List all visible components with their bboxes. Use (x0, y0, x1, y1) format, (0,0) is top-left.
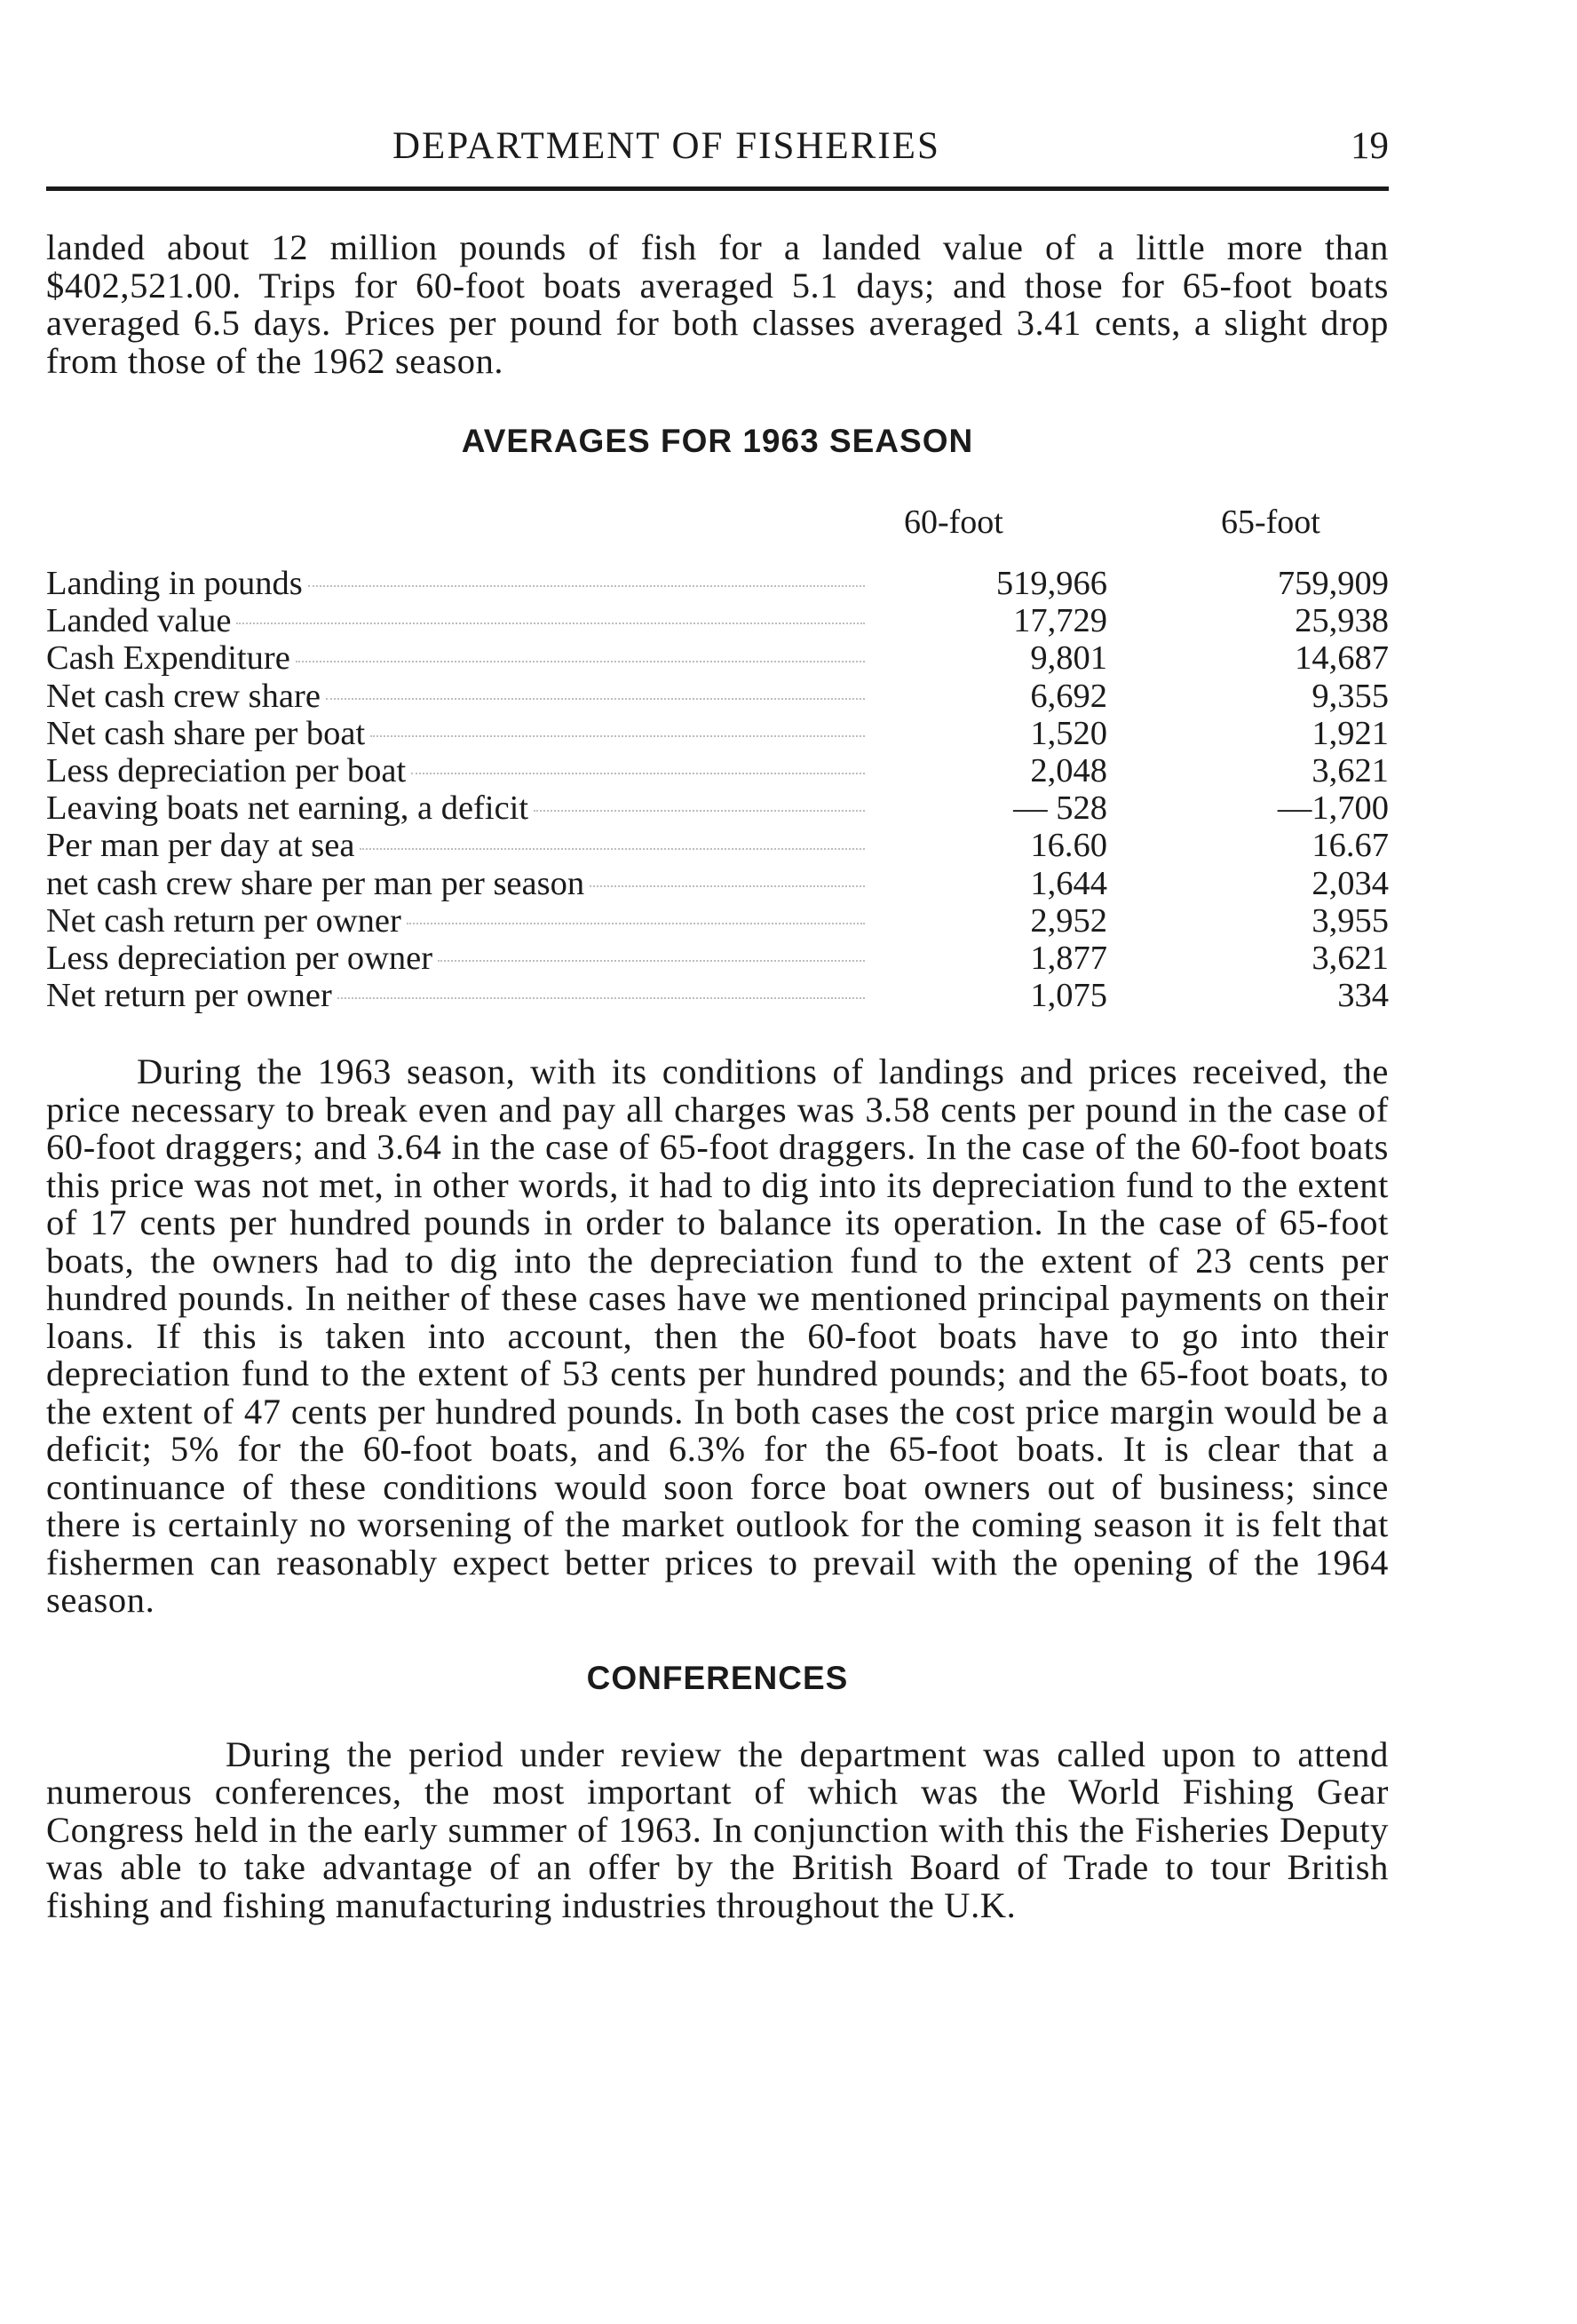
leader-dots (590, 885, 865, 887)
value-65-foot: 3,621 (1312, 752, 1389, 790)
row-label: Leaving boats net earning, a deficit (46, 789, 534, 827)
row-label-cell (46, 827, 890, 864)
averages-heading: AVERAGES FOR 1963 SEASON (461, 423, 974, 459)
value-60-foot: 2,952 (1030, 901, 1107, 940)
row-label-cell (46, 565, 890, 602)
value-60-foot: — 528 (1013, 789, 1107, 828)
table-row (46, 977, 1389, 1014)
table-row (46, 715, 1389, 752)
row-label-cell (46, 639, 890, 677)
value-65-foot: 16.67 (1312, 827, 1389, 865)
intro-paragraph: landed about 12 million pounds of fish for a landed value of a little more than $402,521.00. Trips for 60-foot boats averaged 5.1 days; and those for 65-foot boats averaged 6.5 days. Prices per pound for both classes averaged 3.41 cents, a slight drop from those of the 1962 season. (46, 227, 1389, 381)
row-label: Net return per owner (46, 977, 337, 1014)
row-label-cell (46, 902, 890, 940)
row-label: Less depreciation per boat (46, 752, 411, 789)
column-header-65-foot: 65-foot (1221, 504, 1320, 541)
value-60-foot: 519,966 (995, 565, 1107, 602)
leader-dots (407, 923, 865, 924)
row-label: Per man per day at sea (46, 827, 360, 864)
row-label-cell (46, 752, 890, 789)
value-65-foot: 334 (1337, 977, 1389, 1015)
value-60-foot: 1,520 (1030, 714, 1107, 752)
value-60-foot: 1,075 (1030, 977, 1107, 1015)
value-60-foot: 1,877 (1030, 940, 1107, 978)
leader-dots (370, 735, 865, 737)
document-page (46, 124, 1389, 1924)
value-60-foot: 16.60 (1030, 827, 1107, 865)
column-header-60-foot: 60-foot (904, 504, 1003, 541)
value-60-foot: 2,048 (1030, 752, 1107, 790)
value-60-foot: 1,644 (1030, 864, 1107, 902)
row-label: Net cash crew share (46, 678, 326, 715)
table-row (46, 678, 1389, 715)
table-row (46, 865, 1389, 902)
conferences-paragraph: During the period under review the department was called upon to attend numerous conferences, the most important of which was the World Fishing Gear Congress held in the early summer of 1963. In conjunction with this the Fisheries Deputy was able to take advantage of an offer by the British Board of Trade to tour British fishing and fishing manufacturing industries throughout the U.K. (46, 1733, 1389, 1925)
row-label-cell (46, 977, 890, 1014)
conferences-heading: CONFERENCES (586, 1659, 849, 1696)
table-row (46, 639, 1389, 677)
table-row (46, 940, 1389, 977)
row-label-cell (46, 678, 890, 715)
row-label: Net cash return per owner (46, 902, 407, 940)
value-65-foot: 759,909 (1277, 565, 1389, 602)
running-head: DEPARTMENT OF FISHERIES (392, 125, 940, 167)
table-row (46, 565, 1389, 602)
value-65-foot: 9,355 (1312, 677, 1389, 715)
value-65-foot: 3,621 (1312, 940, 1389, 978)
leader-dots (337, 997, 865, 999)
table-row (46, 752, 1389, 789)
value-65-foot: 2,034 (1312, 864, 1389, 902)
row-label: net cash crew share per man per season (46, 865, 590, 902)
row-label: Landing in pounds (46, 565, 308, 602)
row-label-cell (46, 940, 890, 977)
leader-dots (296, 661, 865, 662)
row-label-cell (46, 602, 890, 639)
value-60-foot: 17,729 (1013, 602, 1107, 640)
table-row (46, 902, 1389, 940)
table-row (46, 827, 1389, 864)
page-header (46, 124, 1389, 190)
leader-dots (236, 623, 865, 624)
row-label: Net cash share per boat (46, 715, 370, 752)
row-label-cell (46, 715, 890, 752)
page-number: 19 (1351, 125, 1389, 167)
season-paragraph: During the 1963 season, with its conditions of landings and prices received, the price necessary to break even and pay all charges was 3.58 cents per pound in the case of 60-foot draggers; and 3.64 in the case of 65-foot draggers. In the case of the 60-foot boats this price was not met, in other words, it had to dig into its depreciation fund to the extent of 17 cents per hundred pounds in order to balance its operation. In the case of 65-foot boats, the owners had to dig into the depreciation fund to the extent of 23 cents per hundred pounds. In neither of these cases have we mentioned principal payments on their loans. If this is taken into account, then the 60-foot boats have to go into their depreciation fund to the extent of 53 cents per hundred pounds; and the 65-foot boats, to the extent of 47 cents per hundred pounds. In both cases the cost price margin would be a deficit; 5% for the 60-foot boats, and 6.3% for the 65-foot boats. It is clear that a continuance of these conditions would soon force boat owners out of business; since there is certainly no worsening of the market outlook for the coming season it is felt that fishermen can reasonably expect better prices to prevail with the opening of the 1964 season. (46, 1051, 1389, 1621)
value-65-foot: 3,955 (1312, 901, 1389, 940)
leader-dots (308, 585, 865, 587)
value-60-foot: 9,801 (1030, 639, 1107, 678)
averages-table (46, 565, 1389, 1014)
value-65-foot: 14,687 (1295, 639, 1389, 678)
averages-table-body (46, 565, 1389, 1014)
leader-dots (411, 773, 865, 774)
table-row (46, 602, 1389, 639)
leader-dots (438, 960, 865, 962)
value-65-foot: 25,938 (1295, 602, 1389, 640)
row-label: Less depreciation per owner (46, 940, 438, 977)
table-row (46, 789, 1389, 827)
averages-column-headers (46, 503, 1389, 547)
leader-dots (360, 848, 865, 850)
header-rule (46, 186, 1389, 191)
value-60-foot: 6,692 (1030, 677, 1107, 715)
row-label: Cash Expenditure (46, 639, 296, 677)
row-label: Landed value (46, 602, 236, 639)
value-65-foot: 1,921 (1312, 714, 1389, 752)
row-label-cell (46, 789, 890, 827)
value-65-foot: —1,700 (1277, 789, 1389, 828)
leader-dots (534, 810, 865, 812)
leader-dots (326, 698, 865, 700)
row-label-cell (46, 865, 890, 902)
